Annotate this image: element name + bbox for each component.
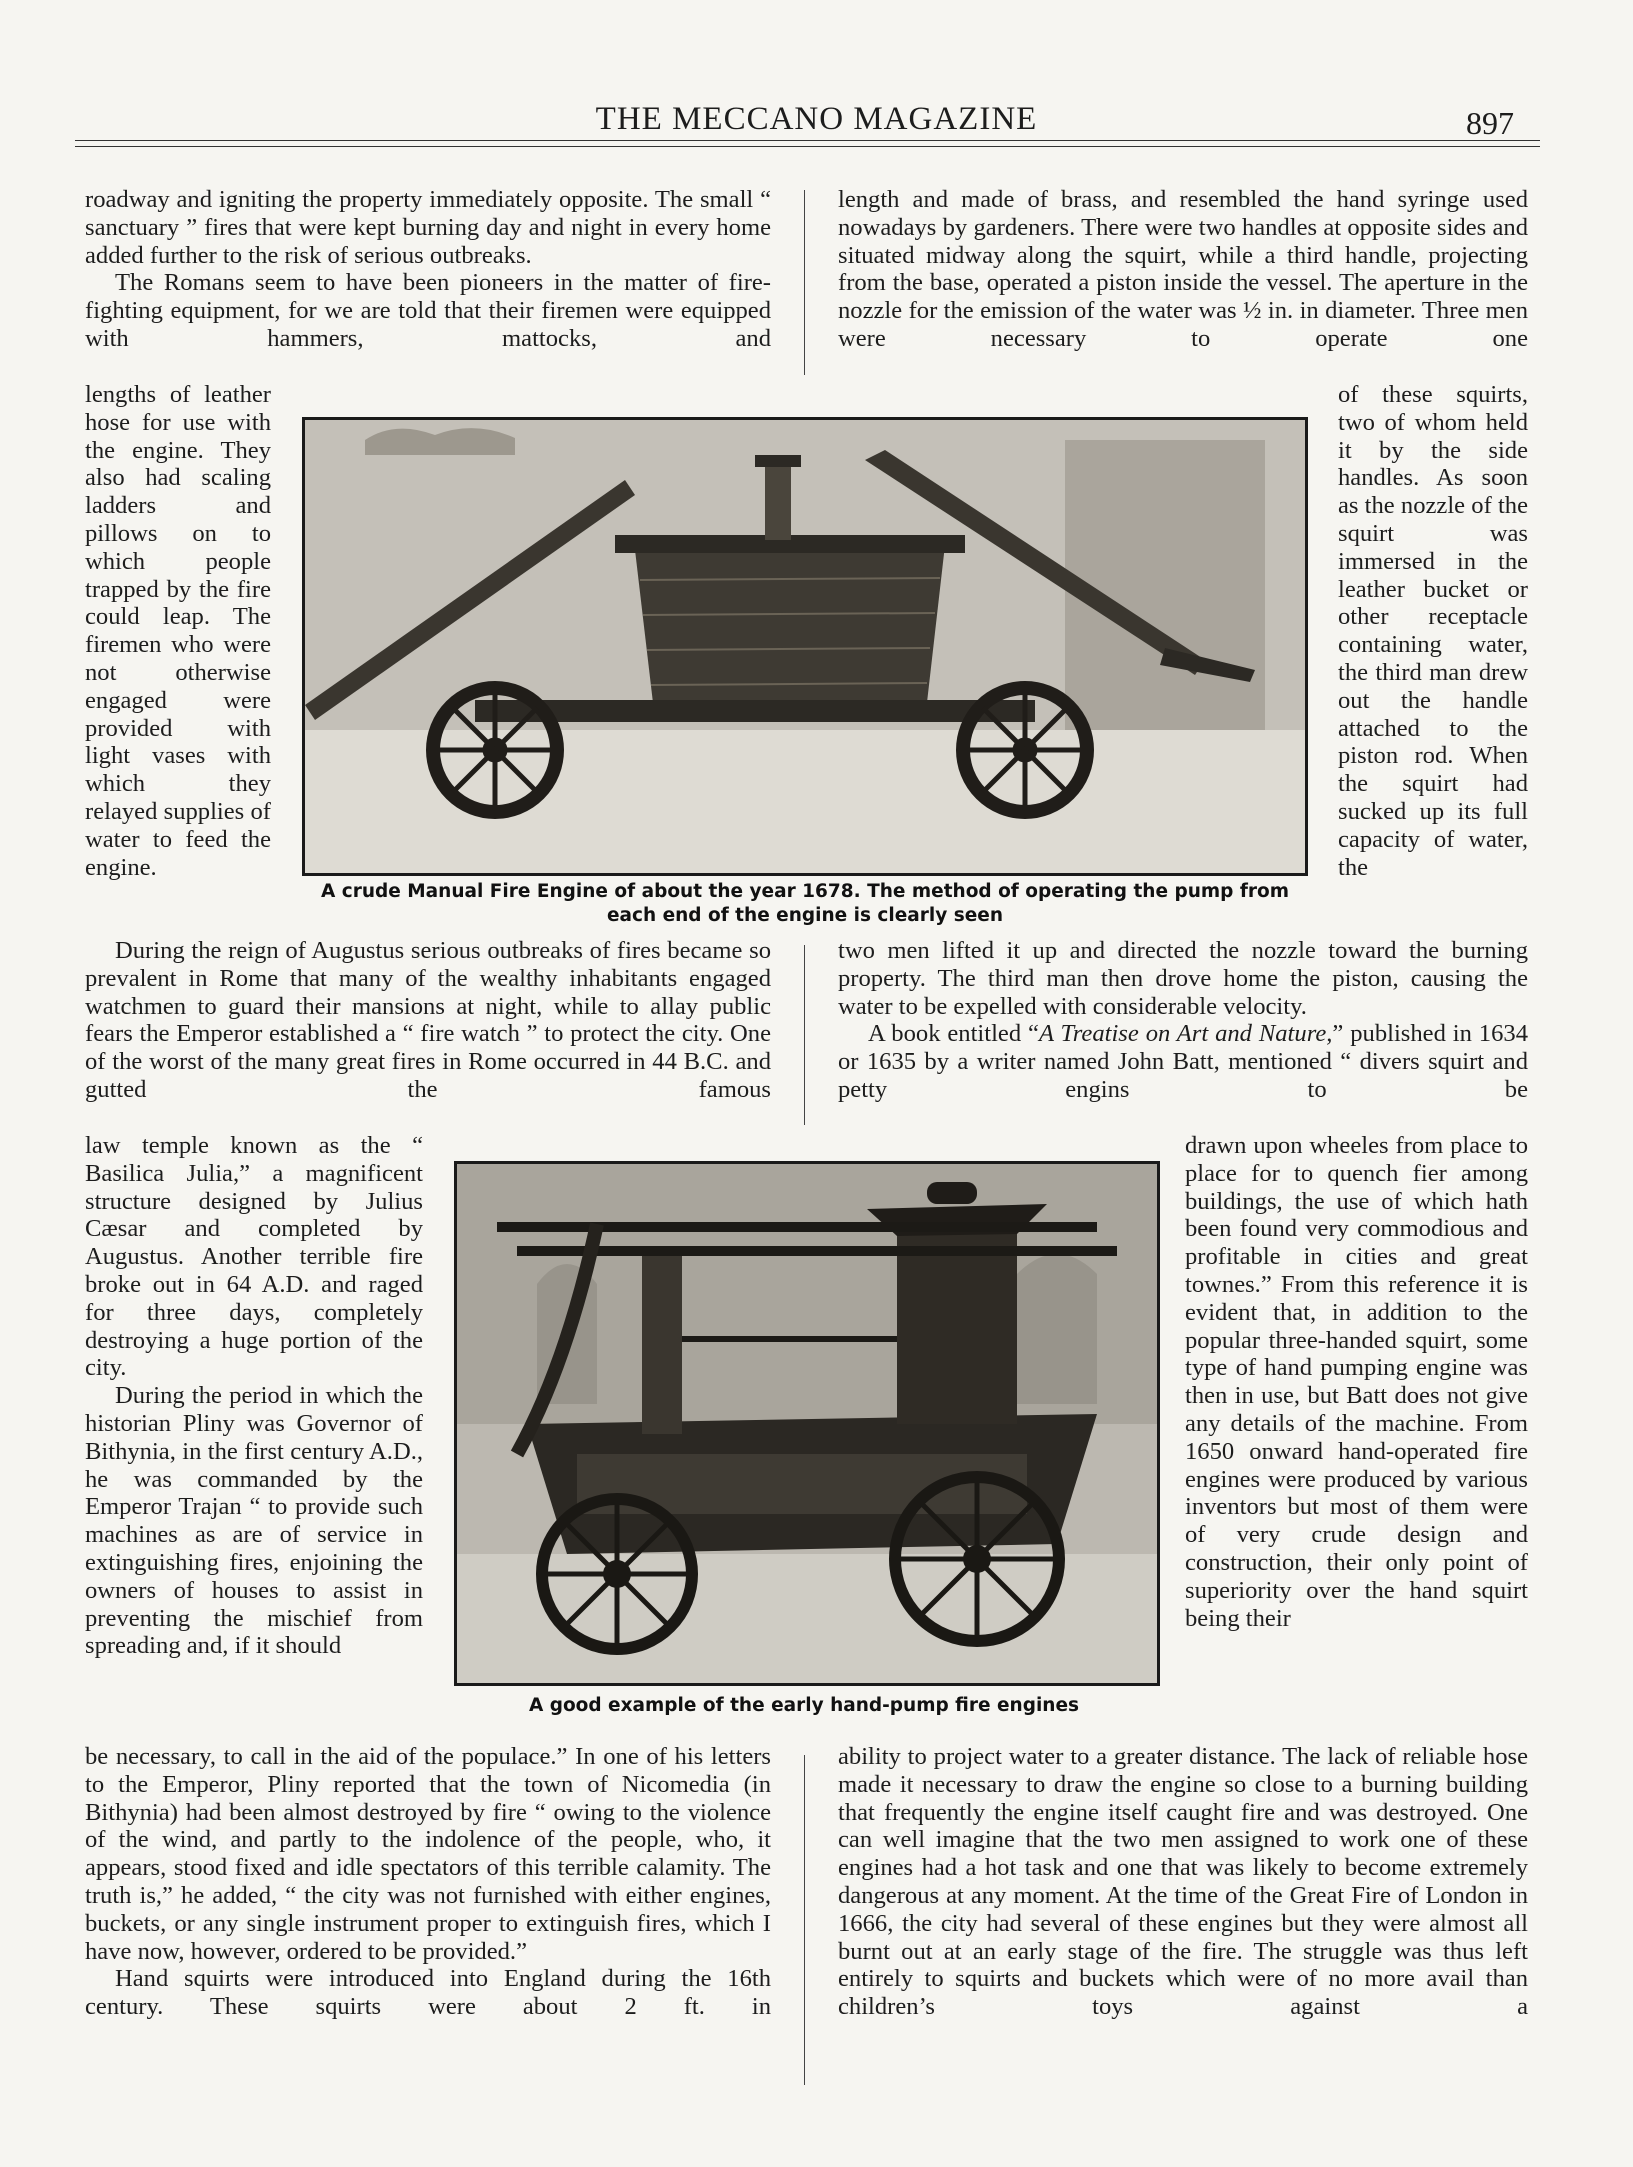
- header-rule-bottom: [75, 146, 1540, 147]
- figure-manual-fire-engine-photo: [302, 417, 1308, 876]
- figure-hand-pump-engine-photo: [454, 1161, 1160, 1686]
- right-text-block-3: [838, 1743, 1528, 2021]
- paragraph: drawn upon wheeles from place to place for to quench fier among buildings, the use of which hath been found very commodious and profitable in cities and great townes.” From this reference it is evident that, in addition to the popular three-handed squirt, some type of hand pumping engine was then in use, but Batt does not give any details of the machine. From 1650 onward hand-operated fire engines were produced by various inventors but most of them were of very crude design and construction, their only point of superiority over the hand squirt being their: [1185, 1132, 1528, 1632]
- left-text-block-narrow-2: [85, 1132, 423, 1660]
- figure-2-caption: A good example of the early hand-pump fire engines: [528, 1695, 1080, 1716]
- column-divider-middle: [804, 945, 805, 1125]
- header-rule-top: [75, 140, 1540, 141]
- left-text-block-3: [85, 1743, 771, 2021]
- paragraph: ability to project water to a greater distance. The lack of reliable hose made it necessary to draw the engine so close to a burning building that frequently the engine itself caught fire and was destroyed. One can well imagine that the two men assigned to work one of these engines had a hot task and one that was likely to become extremely dangerous at any moment. At the time of the Great Fire of London in 1666, the city had several of these engines but they were almost all burnt out at an early stage of the fire. The struggle was thus left entirely to squirts and buckets which were of no more avail than children’s toys against a: [838, 1743, 1528, 2021]
- right-text-block-2: [838, 937, 1528, 1104]
- figure-1-caption: [300, 880, 1310, 928]
- paragraph: roadway and igniting the property immediately opposite. The small “ sanctuary ” fires that were kept burning day and night in every home added further to the risk of serious outbreaks.: [85, 186, 771, 269]
- paragraph: During the reign of Augustus serious outbreaks of fires became so prevalent in Rome that many of the wealthy inhabitants engaged watchmen to guard their mansions at night, while to allay public fears the Emperor established a “ fire watch ” to protect the city. One of the worst of the many great fires in Rome occurred in 44 B.C. and gutted the famous: [85, 937, 771, 1103]
- column-divider-top: [804, 190, 805, 375]
- left-text-block-2: [85, 937, 771, 1104]
- hand-pump-engine-illustration: [457, 1164, 1157, 1683]
- paragraph: be necessary, to call in the aid of the populace.” In one of his letters to the Emperor, Pliny reported that the town of Nicomedia (in Bithynia) had been almost destroyed by fire “ owing to the violence of the wind, and partly to the indolence of the people, who, it appears, stood fixed and idle spectators of this terrible calamity. The truth is,” he added, “ the city was not furnished with either engines, buckets, or any single instrument proper to extinguish fires, which I have now, however, ordered to be provided.”: [85, 1743, 771, 1965]
- paragraph: The Romans seem to have been pioneers in the matter of fire-fighting equipment, for we are told that their firemen were equipped with hammers, mattocks, and: [85, 269, 771, 352]
- column-divider-bottom: [804, 1755, 805, 2085]
- left-text-block-narrow-1: [85, 381, 271, 881]
- magazine-title: THE MECCANO MAGAZINE: [595, 101, 1038, 137]
- right-text-block-1: [838, 186, 1528, 353]
- left-text-block-1: [85, 186, 771, 353]
- right-text-block-narrow-2: [1185, 1132, 1528, 1632]
- caption-line: each end of the engine is clearly seen: [606, 905, 1004, 926]
- paragraph: law temple known as the “ Basilica Julia,” a magnificent structure designed by Julius Cæsar and completed by Augustus. Another terrible fire broke out in 64 A.D. and raged for three days, completely destroying a huge portion of the city.: [85, 1132, 423, 1382]
- paragraph: of these squirts, two of whom held it by the side handles. As soon as the nozzle of the squirt was immersed in the leather bucket or other receptacle containing water, the third man drew out the handle attached to the piston rod. When the squirt had sucked up its full capacity of water, the: [1338, 381, 1528, 881]
- paragraph: length and made of brass, and resembled the hand syringe used nowadays by gardeners. There were two handles at opposite sides and situated midway along the squirt, while a third handle, projecting from the base, operated a piston inside the vessel. The aperture in the nozzle for the emission of the water was ½ in. in diameter. Three men were necessary to operate one: [838, 186, 1528, 352]
- quote-open: A book entitled “: [868, 1020, 1039, 1048]
- right-text-block-narrow-1: [1338, 381, 1528, 881]
- paragraph: two men lifted it up and directed the nozzle toward the burning property. The third man then drove home the piston, causing the water to be expelled with considerable velocity.: [838, 937, 1528, 1020]
- paragraph-continued: ” published in 1634 or 1635 by a writer named John Batt, mentioned “ divers squirt and petty engins to be: [838, 1020, 1528, 1103]
- paragraph: [838, 1020, 1528, 1103]
- caption-line: A crude Manual Fire Engine of about the year 1678. The method of operating the pump from: [321, 881, 1289, 902]
- paragraph: Hand squirts were introduced into England during the 16th century. These squirts were about 2 ft. in: [85, 1965, 771, 2021]
- book-title: A Treatise on Art and Nature,: [1038, 1020, 1333, 1048]
- paragraph: lengths of leather hose for use with the engine. They also had scaling ladders and pillows on to which people trapped by the fire could leap. The firemen who were not otherwise engaged were provided with light vases with which they relayed supplies of water to feed the engine.: [85, 381, 271, 881]
- fire-engine-1678-illustration: [305, 420, 1305, 873]
- paragraph: During the period in which the historian Pliny was Governor of Bithynia, in the first century A.D., he was commanded by the Emperor Trajan “ to provide such machines as are of service in extinguishing fires, enjoining the owners of houses to assist in preventing the mischief from spreading and, if it should: [85, 1382, 423, 1660]
- page-number: 897: [1466, 105, 1514, 141]
